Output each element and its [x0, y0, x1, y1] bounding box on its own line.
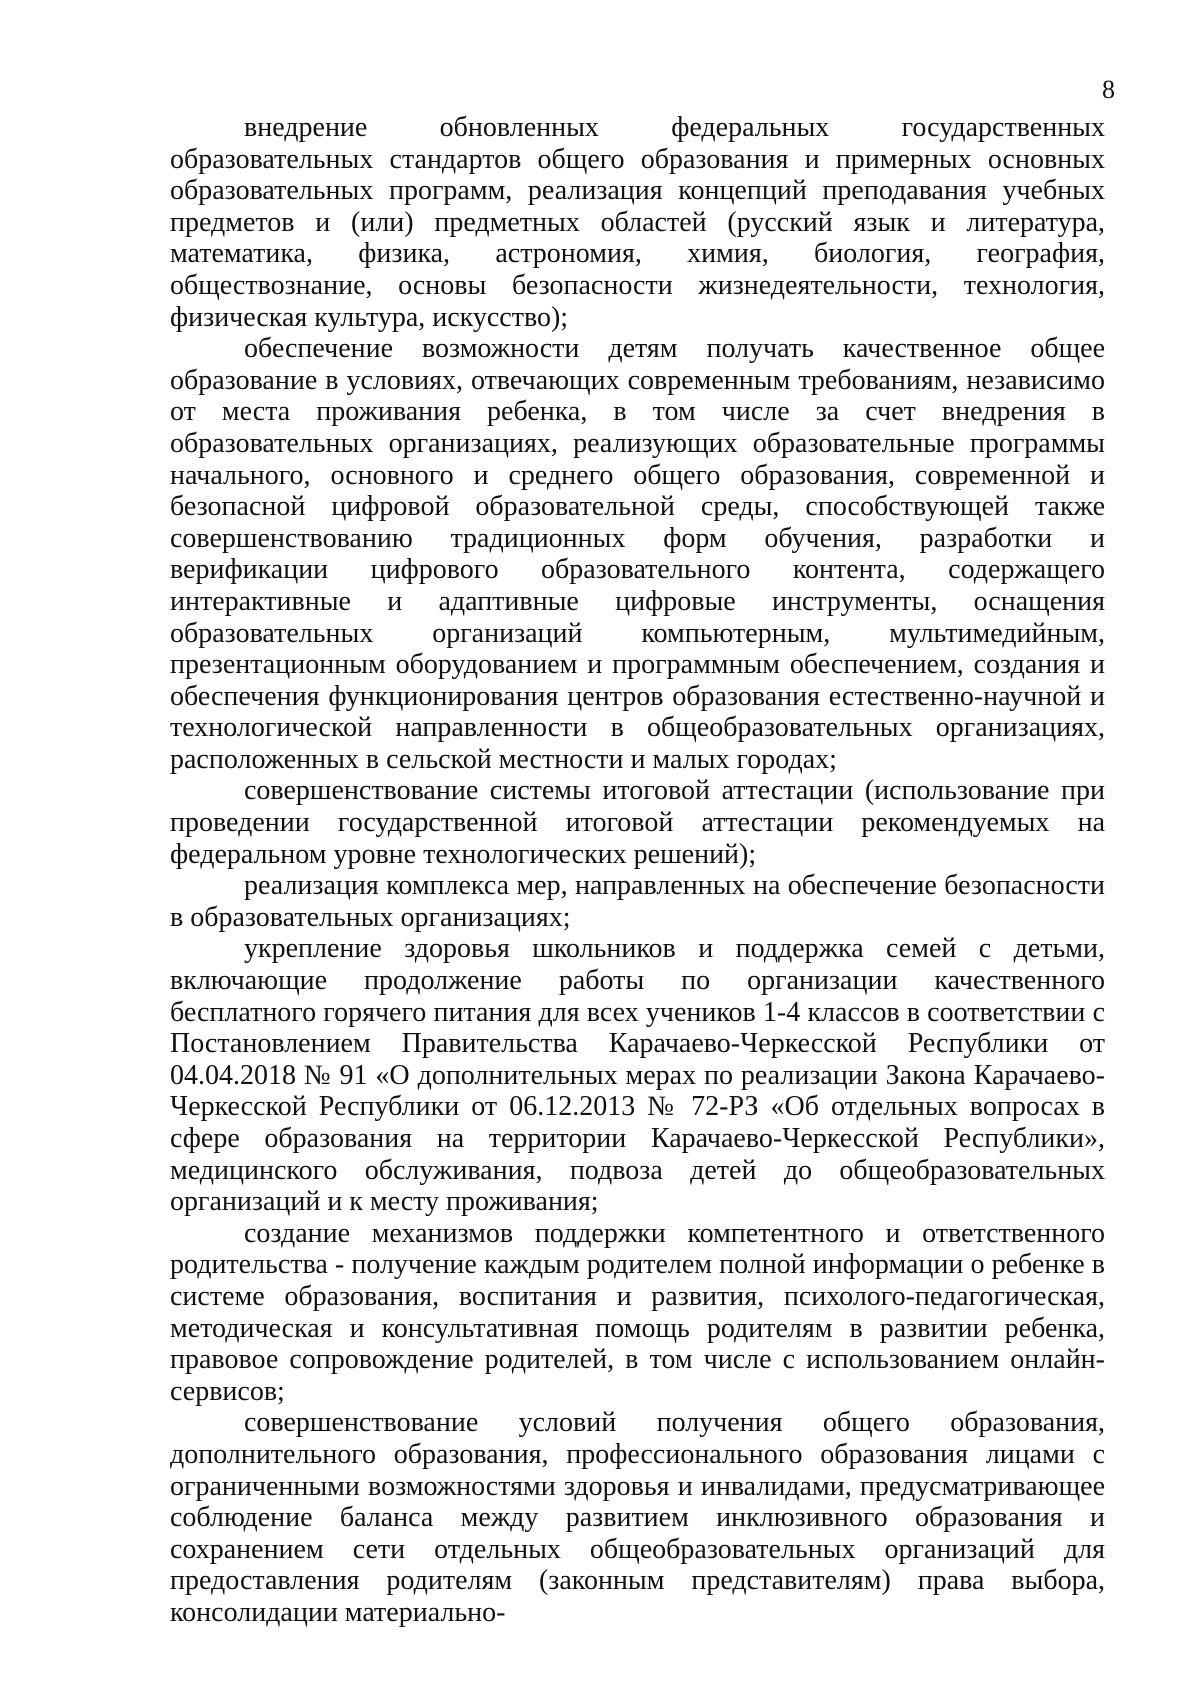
paragraph-6: создание механизмов поддержки компетентного и ответственного родительства - получение каждым родителем полной информации о ребенке в системе образования, воспитания и развития, психолого-педагогическая, методическая и консультативная помощь родителям в развитии ребенка, правовое сопровождение родителей, в том числе с использованием онлайн-сервисов; [170, 1217, 1105, 1407]
paragraph-2: обеспечение возможности детям получать качественное общее образование в условиях, отвечающих современным требованиям, независимо от места проживания ребенка, в том числе за счет внедрения в образовательных организациях, реализующих образовательные программы начального, основного и среднего общего образования, современной и безопасной цифровой образовательной среды, способствующей также совершенствованию традиционных форм обучения, разработки и верификации цифрового образовательного контента, содержащего интерактивные и адаптивные цифровые инструменты, оснащения образовательных организаций компьютерным, мультимедийным, презентационным оборудованием и программным обеспечением, создания и обеспечения функционирования центров образования естественно-научной и технологической направленности в общеобразовательных организациях, расположенных в сельской местности и малых городах; [170, 333, 1105, 775]
paragraph-5: укрепление здоровья школьников и поддержка семей с детьми, включающие продолжение работы по организации качественного бесплатного горячего питания для всех учеников 1-4 классов в соответствии с Постановлением Правительства Карачаево-Черкесской Республики от 04.04.2018 № 91 «О дополнительных мерах по реализации Закона Карачаево-Черкесской Республики от 06.12.2013 № 72-РЗ «Об отдельных вопросах в сфере образования на территории Карачаево-Черкесской Республики», медицинского обслуживания, подвоза детей до общеобразовательных организаций и к месту проживания; [170, 933, 1105, 1218]
paragraph-4: реализация комплекса мер, направленных на обеспечение безопасности в образовательных организациях; [170, 870, 1105, 933]
paragraph-7: совершенствование условий получения общего образования, дополнительного образования, профессионального образования лицами с ограниченными возможностями здоровья и инвалидами, предусматривающее соблюдение баланса между развитием инклюзивного образования и сохранением сети отдельных общеобразовательных организаций для предоставления родителям (законным представителям) права выбора, консолидации материально- [170, 1407, 1105, 1628]
document-body [170, 112, 1105, 1629]
paragraph-1: внедрение обновленных федеральных государственных образовательных стандартов общего образования и примерных основных образовательных программ, реализация концепций преподавания учебных предметов и (или) предметных областей (русский язык и литература, математика, физика, астрономия, химия, биология, география, обществознание, основы безопасности жизнедеятельности, технология, физическая культура, искусство); [170, 112, 1105, 333]
page-number: 8 [1102, 75, 1115, 104]
paragraph-3: совершенствование системы итоговой аттестации (использование при проведении государственной итоговой аттестации рекомендуемых на федеральном уровне технологических решений); [170, 775, 1105, 870]
